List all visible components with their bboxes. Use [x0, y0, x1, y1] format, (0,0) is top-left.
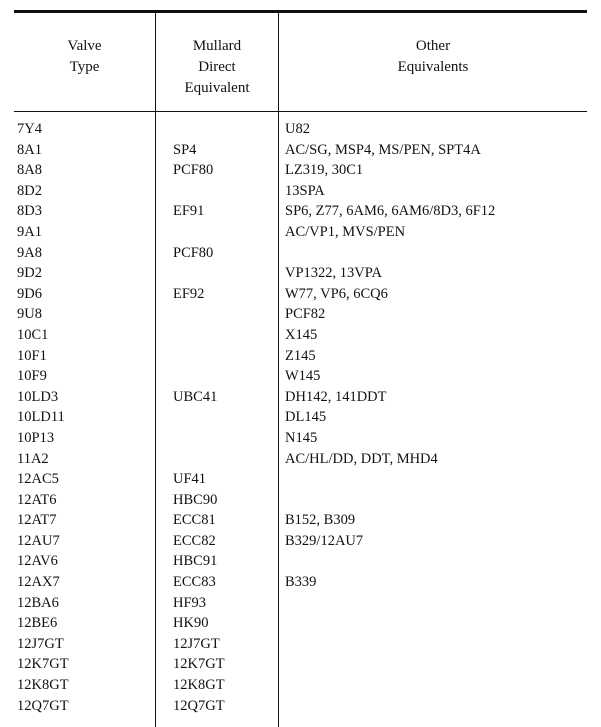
table-row	[14, 181, 587, 202]
table-row	[14, 201, 587, 222]
table-row	[14, 613, 587, 634]
valve-type-cell: 8A8	[17, 162, 42, 179]
table-row	[14, 531, 587, 552]
table-row	[14, 675, 587, 696]
mullard-equivalent-cell: 12K7GT	[173, 656, 225, 673]
table-row	[14, 490, 587, 511]
mullard-equivalent-cell: 12J7GT	[173, 635, 220, 652]
table-row	[14, 696, 587, 717]
mullard-equivalent-cell: ECC82	[173, 532, 216, 549]
table-row	[14, 387, 587, 408]
other-equivalents-cell: SP6, Z77, 6AM6, 6AM6/8D3, 6F12	[285, 203, 496, 220]
other-equivalents-cell: DL145	[285, 409, 327, 426]
mullard-equivalent-cell: SP4	[173, 141, 197, 158]
valve-type-cell: 12BE6	[17, 615, 58, 632]
table-row	[14, 346, 587, 367]
valve-type-cell: 10LD3	[17, 388, 59, 405]
other-equivalents-cell: AC/VP1, MVS/PEN	[285, 223, 406, 240]
other-equivalents-cell: B329/12AU7	[285, 532, 364, 549]
other-equivalents-cell: VP1322, 13VPA	[285, 265, 382, 282]
other-equivalents-cell: DH142, 141DDT	[285, 388, 387, 405]
valve-type-cell: 11A2	[17, 450, 49, 467]
other-equivalents-cell: X145	[285, 326, 318, 343]
mullard-equivalent-cell: UBC41	[173, 388, 218, 405]
valve-type-cell: 12J7GT	[17, 635, 64, 652]
table-row	[14, 263, 587, 284]
mullard-equivalent-cell: 12Q7GT	[173, 697, 225, 714]
mullard-equivalent-cell: 12K8GT	[173, 677, 225, 694]
table-row	[14, 304, 587, 325]
valve-type-cell: 9A8	[17, 244, 42, 261]
valve-type-cell: 12BA6	[17, 594, 59, 611]
mullard-equivalent-cell: PCF80	[173, 162, 214, 179]
valve-type-cell: 9D2	[17, 265, 42, 282]
table-row	[14, 243, 587, 264]
header-rule	[14, 111, 587, 112]
table-row	[14, 428, 587, 449]
valve-type-cell: 7Y4	[17, 121, 42, 137]
valve-type-cell: 10C1	[17, 326, 49, 343]
valve-type-cell: 12K8GT	[17, 677, 69, 694]
table-row	[14, 366, 587, 387]
mullard-equivalent-cell: ECC81	[173, 512, 216, 529]
mullard-equivalent-cell: PCF80	[173, 244, 214, 261]
valve-type-cell: 9D6	[17, 285, 42, 302]
mullard-equivalent-cell: ECC83	[173, 574, 216, 591]
table-row	[14, 140, 587, 161]
other-equivalents-cell: AC/SG, MSP4, MS/PEN, SPT4A	[285, 141, 481, 158]
table-row	[14, 407, 587, 428]
mullard-equivalent-cell: EF91	[173, 203, 205, 220]
other-equivalents-cell: B152, B309	[285, 512, 356, 529]
mullard-equivalent-cell: HBC90	[173, 491, 218, 508]
table-row	[14, 593, 587, 614]
other-equivalents-cell: 13SPA	[285, 182, 325, 199]
valve-type-cell: 12AC5	[17, 471, 59, 488]
table-row	[14, 284, 587, 305]
valve-type-cell: 10LD11	[17, 409, 65, 426]
mullard-equivalent-cell: HF93	[173, 594, 207, 611]
valve-type-cell: 8D2	[17, 182, 42, 199]
valve-type-cell: 12Q7GT	[17, 697, 69, 714]
valve-type-cell: 10P13	[17, 429, 55, 446]
other-equivalents-cell: W145	[285, 368, 321, 385]
other-equivalents-cell: U82	[285, 121, 310, 137]
mullard-equivalent-cell: EF92	[173, 285, 205, 302]
valve-type-cell: 9U8	[17, 306, 42, 323]
header-valve-type: Valve Type	[67, 38, 102, 75]
valve-type-cell: 12AU7	[17, 532, 60, 549]
table-row	[14, 449, 587, 470]
valve-equivalents-table	[14, 10, 587, 727]
table-row	[14, 572, 587, 593]
valve-type-cell: 12AT7	[17, 512, 57, 529]
valve-type-cell: 12AX7	[17, 574, 60, 591]
top-rule	[14, 10, 587, 13]
valve-type-cell: 12AV6	[17, 553, 58, 570]
table-row	[14, 222, 587, 243]
table-row	[14, 634, 587, 655]
header-other-equivalents: Other Equivalents	[397, 38, 469, 75]
other-equivalents-cell: PCF82	[285, 306, 326, 323]
table-row	[14, 469, 587, 490]
mullard-equivalent-cell: HK90	[173, 615, 209, 632]
table-row	[14, 654, 587, 675]
mullard-equivalent-cell: HBC91	[173, 553, 218, 570]
mullard-equivalent-cell: UF41	[173, 471, 207, 488]
valve-type-cell: 9A1	[17, 223, 42, 240]
table-row	[14, 160, 587, 181]
valve-type-cell: 8A1	[17, 141, 42, 158]
valve-type-cell: 10F1	[17, 347, 47, 364]
valve-type-cell: 12K7GT	[17, 656, 69, 673]
other-equivalents-cell: LZ319, 30C1	[285, 162, 364, 179]
other-equivalents-cell: B339	[285, 574, 317, 591]
table-row	[14, 119, 587, 140]
table-row	[14, 325, 587, 346]
table-row	[14, 551, 587, 572]
other-equivalents-cell: N145	[285, 429, 318, 446]
header-mullard-equivalent: Mullard Direct Equivalent	[184, 38, 250, 96]
table-body	[14, 119, 587, 716]
other-equivalents-cell: AC/HL/DD, DDT, MHD4	[285, 450, 438, 467]
other-equivalents-cell: W77, VP6, 6CQ6	[285, 285, 388, 302]
other-equivalents-cell: Z145	[285, 347, 316, 364]
valve-type-cell: 8D3	[17, 203, 42, 220]
valve-type-cell: 10F9	[17, 368, 47, 385]
valve-type-cell: 12AT6	[17, 491, 57, 508]
table-row	[14, 510, 587, 531]
